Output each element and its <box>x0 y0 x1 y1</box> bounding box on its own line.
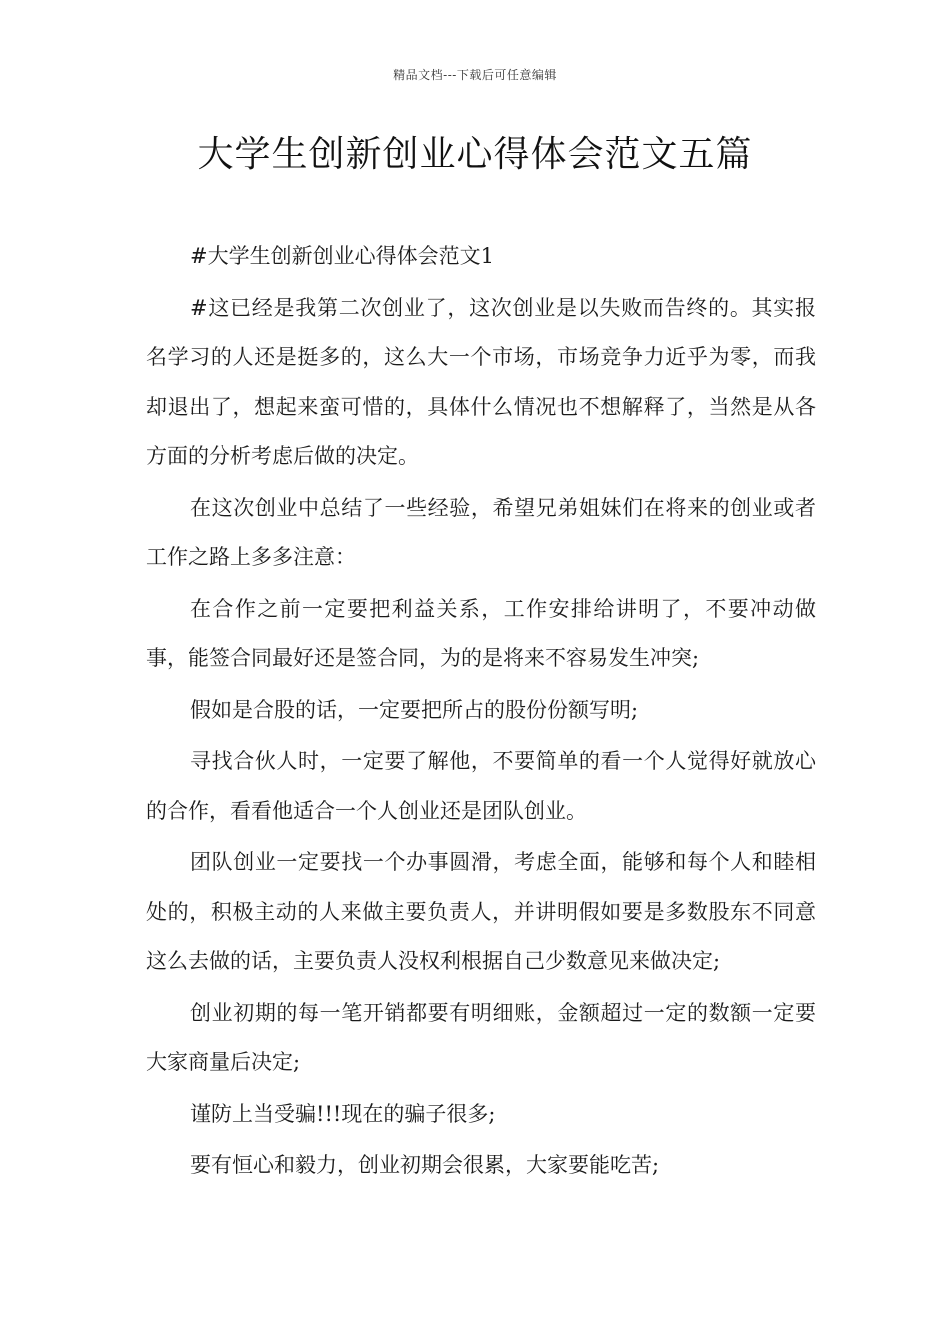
paragraph: 要有恒心和毅力，创业初期会很累，大家要能吃苦; <box>190 1153 660 1177</box>
paragraph: 团队创业一定要找一个办事圆滑，考虑全面，能够和每个人和睦相处的，积极主动的人来做主要负责人，并讲明假如要是多数股东不同意这么去做的话，主要负责人没权利根据自己少数意见来做决定; <box>146 850 816 973</box>
paragraph: 谨防上当受骗!!!现在的骗子很多; <box>190 1101 496 1126</box>
document-title: 大学生创新创业心得体会范文五篇 <box>197 134 753 175</box>
header-note: 精品文档---下载后可任意编辑 <box>393 68 557 82</box>
section-heading: #大学生创新创业心得体会范文1 <box>190 244 494 268</box>
document-body <box>146 232 816 1193</box>
paragraph: 在这次创业中总结了一些经验，希望兄弟姐妹们在将来的创业或者工作之路上多多注意： <box>146 495 816 569</box>
paragraph: 寻找合伙人时，一定要了解他，不要简单的看一个人觉得好就放心的合作，看看他适合一个人创业还是团队创业。 <box>146 749 816 823</box>
paragraph: #这已经是我第二次创业了，这次创业是以失败而告终的。其实报名学习的人还是挺多的，这么大一个市场，市场竞争力近乎为零，而我却退出了，想起来蛮可惜的，具体什么情况也不想解释了，当然是从各方面的分析考虑后做的决定。 <box>146 295 816 468</box>
paragraph: 在合作之前一定要把利益关系，工作安排给讲明了，不要冲动做事，能签合同最好还是签合同，为的是将来不容易发生冲突; <box>146 596 816 670</box>
paragraph: 假如是合股的话，一定要把所占的股份份额写明; <box>190 697 639 722</box>
paragraph: 创业初期的每一笔开销都要有明细账，金额超过一定的数额一定要大家商量后决定; <box>146 1000 816 1074</box>
